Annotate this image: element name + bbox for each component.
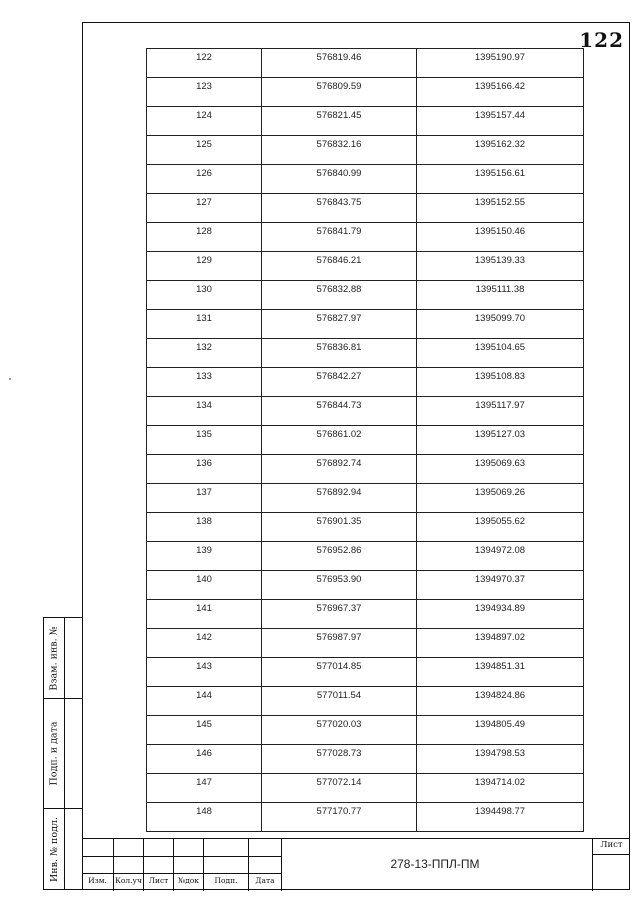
title-block-columns (82, 839, 282, 891)
point-number-cell: 135 (147, 426, 262, 455)
x-coordinate-cell: 577170.77 (262, 803, 417, 832)
x-coordinate-cell: 577020.03 (262, 716, 417, 745)
y-coordinate-cell: 1395099.70 (417, 310, 584, 339)
table-row (147, 397, 584, 426)
point-number-cell: 126 (147, 165, 262, 194)
coordinates-table (146, 48, 584, 832)
x-coordinate-cell: 576832.88 (262, 281, 417, 310)
x-coordinate-cell: 576819.46 (262, 49, 417, 78)
document-code: 278-13-ППЛ-ПМ (390, 857, 480, 871)
title-col-label: Подп. (214, 876, 238, 885)
point-number-cell: 129 (147, 252, 262, 281)
point-number-cell: 134 (147, 397, 262, 426)
table-row (147, 281, 584, 310)
y-coordinate-cell: 1395127.03 (417, 426, 584, 455)
point-number-cell: 124 (147, 107, 262, 136)
x-coordinate-cell: 576987.97 (262, 629, 417, 658)
x-coordinate-cell: 576843.75 (262, 194, 417, 223)
x-coordinate-cell: 576840.99 (262, 165, 417, 194)
table-row (147, 629, 584, 658)
point-number-cell: 147 (147, 774, 262, 803)
side-label-podp-data: Подп. и дата (48, 721, 60, 786)
point-number-cell: 143 (147, 658, 262, 687)
table-row (147, 600, 584, 629)
y-coordinate-cell: 1395150.46 (417, 223, 584, 252)
x-coordinate-cell: 577011.54 (262, 687, 417, 716)
x-coordinate-cell: 576861.02 (262, 426, 417, 455)
table-row (147, 78, 584, 107)
side-field-vzam-inv (43, 617, 82, 699)
x-coordinate-cell: 576846.21 (262, 252, 417, 281)
title-col-data (249, 839, 282, 891)
x-coordinate-cell: 576842.27 (262, 368, 417, 397)
point-number-cell: 128 (147, 223, 262, 252)
y-coordinate-cell: 1395117.97 (417, 397, 584, 426)
point-number-cell: 130 (147, 281, 262, 310)
point-number-cell: 137 (147, 484, 262, 513)
title-col-label: Изм. (88, 876, 107, 885)
y-coordinate-cell: 1394498.77 (417, 803, 584, 832)
table-row (147, 165, 584, 194)
side-field-inv-podl (43, 809, 82, 890)
x-coordinate-cell: 576892.94 (262, 484, 417, 513)
title-block (82, 838, 630, 890)
coordinates-table-body (147, 49, 584, 832)
y-coordinate-cell: 1395104.65 (417, 339, 584, 368)
point-number-cell: 140 (147, 571, 262, 600)
y-coordinate-cell: 1395111.38 (417, 281, 584, 310)
table-row (147, 513, 584, 542)
y-coordinate-cell: 1395156.61 (417, 165, 584, 194)
y-coordinate-cell: 1395108.83 (417, 368, 584, 397)
point-number-cell: 141 (147, 600, 262, 629)
x-coordinate-cell: 576827.97 (262, 310, 417, 339)
y-coordinate-cell: 1395055.62 (417, 513, 584, 542)
x-coordinate-cell: 577072.14 (262, 774, 417, 803)
point-number-cell: 131 (147, 310, 262, 339)
y-coordinate-cell: 1394824.86 (417, 687, 584, 716)
x-coordinate-cell: 576844.73 (262, 397, 417, 426)
title-col-ndok (174, 839, 204, 891)
point-number-cell: 122 (147, 49, 262, 78)
title-col-kol-uch (114, 839, 144, 891)
table-row (147, 223, 584, 252)
table-row (147, 49, 584, 78)
y-coordinate-cell: 1395069.63 (417, 455, 584, 484)
y-coordinate-cell: 1395139.33 (417, 252, 584, 281)
table-row (147, 426, 584, 455)
sheet-number: 122 (579, 28, 624, 52)
point-number-cell: 144 (147, 687, 262, 716)
x-coordinate-cell: 576821.45 (262, 107, 417, 136)
y-coordinate-cell: 1395069.26 (417, 484, 584, 513)
point-number-cell: 146 (147, 745, 262, 774)
title-col-podp (204, 839, 249, 891)
x-coordinate-cell: 576952.86 (262, 542, 417, 571)
table-row (147, 658, 584, 687)
x-coordinate-cell: 576841.79 (262, 223, 417, 252)
table-row (147, 484, 584, 513)
table-row (147, 774, 584, 803)
y-coordinate-cell: 1395166.42 (417, 78, 584, 107)
table-row (147, 136, 584, 165)
x-coordinate-cell: 576953.90 (262, 571, 417, 600)
table-row (147, 745, 584, 774)
y-coordinate-cell: 1394851.31 (417, 658, 584, 687)
y-coordinate-cell: 1394714.02 (417, 774, 584, 803)
scan-speck (9, 378, 11, 380)
y-coordinate-cell: 1394897.02 (417, 629, 584, 658)
x-coordinate-cell: 576967.37 (262, 600, 417, 629)
point-number-cell: 125 (147, 136, 262, 165)
table-row (147, 571, 584, 600)
table-row (147, 107, 584, 136)
y-coordinate-cell: 1394934.89 (417, 600, 584, 629)
side-field-podp-data (43, 699, 82, 809)
y-coordinate-cell: 1395157.44 (417, 107, 584, 136)
title-col-list (144, 839, 174, 891)
x-coordinate-cell: 576901.35 (262, 513, 417, 542)
x-coordinate-cell: 576836.81 (262, 339, 417, 368)
title-col-izm (82, 839, 114, 891)
x-coordinate-cell: 576892.74 (262, 455, 417, 484)
point-number-cell: 132 (147, 339, 262, 368)
y-coordinate-cell: 1395190.97 (417, 49, 584, 78)
point-number-cell: 142 (147, 629, 262, 658)
table-row (147, 716, 584, 745)
point-number-cell: 139 (147, 542, 262, 571)
y-coordinate-cell: 1395152.55 (417, 194, 584, 223)
table-row (147, 368, 584, 397)
title-col-label: Кол.уч (115, 876, 142, 885)
point-number-cell: 148 (147, 803, 262, 832)
x-coordinate-cell: 577028.73 (262, 745, 417, 774)
x-coordinate-cell: 576809.59 (262, 78, 417, 107)
y-coordinate-cell: 1394972.08 (417, 542, 584, 571)
y-coordinate-cell: 1394798.53 (417, 745, 584, 774)
table-row (147, 687, 584, 716)
table-row (147, 542, 584, 571)
x-coordinate-cell: 577014.85 (262, 658, 417, 687)
table-row (147, 455, 584, 484)
point-number-cell: 145 (147, 716, 262, 745)
title-col-label: Дата (255, 876, 275, 885)
y-coordinate-cell: 1394970.37 (417, 571, 584, 600)
point-number-cell: 138 (147, 513, 262, 542)
title-col-label: №док (178, 876, 199, 885)
x-coordinate-cell: 576832.16 (262, 136, 417, 165)
title-col-label: Лист (148, 876, 169, 885)
table-row (147, 252, 584, 281)
sheet-cell (592, 839, 630, 891)
point-number-cell: 136 (147, 455, 262, 484)
point-number-cell: 127 (147, 194, 262, 223)
table-row (147, 803, 584, 832)
table-row (147, 194, 584, 223)
sheet-label: Лист (593, 840, 630, 855)
table-row (147, 310, 584, 339)
y-coordinate-cell: 1395162.32 (417, 136, 584, 165)
point-number-cell: 123 (147, 78, 262, 107)
side-label-inv-podl: Инв. № подл. (48, 816, 60, 882)
point-number-cell: 133 (147, 368, 262, 397)
y-coordinate-cell: 1394805.49 (417, 716, 584, 745)
side-label-vzam-inv: Взам. инв. № (48, 625, 60, 691)
table-row (147, 339, 584, 368)
